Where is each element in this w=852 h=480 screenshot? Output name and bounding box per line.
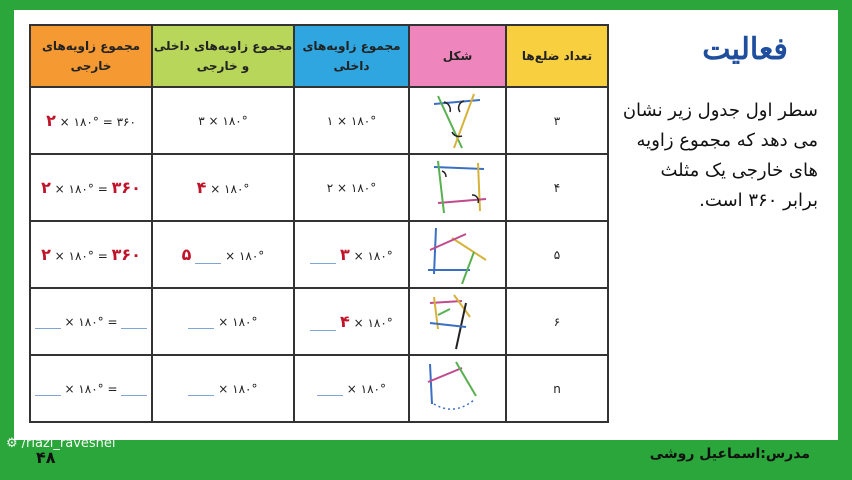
answer-blank[interactable] bbox=[310, 320, 336, 331]
shape-cell bbox=[409, 288, 506, 355]
shape-cell bbox=[409, 221, 506, 288]
times-180: × ۱۸۰° bbox=[210, 182, 250, 196]
internal-cell bbox=[294, 355, 409, 422]
header-shape: شکل bbox=[409, 25, 506, 87]
handwritten-multiplier: ۳ bbox=[340, 245, 350, 264]
internal-cell bbox=[294, 221, 409, 288]
table-row bbox=[30, 221, 608, 288]
printed-value: ۳۶۰ bbox=[116, 115, 136, 129]
header-internal-external-angles: مجموع زاویه‌های داخلی و خارجی bbox=[152, 25, 294, 87]
answer-blank[interactable] bbox=[195, 253, 221, 264]
teacher-name: مدرس:اسماعیل روشی bbox=[649, 446, 810, 462]
times-180: × ۱۸۰° bbox=[218, 314, 258, 329]
handwritten-value: ۲ bbox=[41, 178, 51, 197]
external-cell bbox=[30, 87, 152, 154]
handwritten-value: ۳۶۰ bbox=[111, 245, 141, 264]
internal-external-cell bbox=[152, 221, 294, 288]
shape-cell bbox=[409, 355, 506, 422]
times-180: × ۱۸۰° bbox=[64, 314, 104, 329]
pentagon-figure bbox=[426, 226, 490, 284]
times-180: × ۱۸۰° bbox=[353, 316, 393, 330]
handwritten-multiplier: ۴ bbox=[340, 312, 350, 331]
handwritten-value: ۲ bbox=[41, 245, 51, 264]
equals-sign: = bbox=[107, 314, 118, 329]
table-row bbox=[30, 154, 608, 221]
sides-count: ۵ bbox=[506, 221, 608, 288]
printed-multiplier: ۲ bbox=[326, 180, 334, 195]
external-cell bbox=[30, 288, 152, 355]
header-external-angles: مجموع زاویه‌های خارجی bbox=[30, 25, 152, 87]
times-180: × ۱۸۰° bbox=[208, 113, 248, 128]
external-cell bbox=[30, 154, 152, 221]
shape-cell bbox=[409, 154, 506, 221]
handwritten-multiplier: ۵ bbox=[181, 245, 192, 264]
times-180: × ۱۸۰° bbox=[353, 249, 393, 263]
times-180: × ۱۸۰° bbox=[225, 249, 265, 263]
equals-sign: = bbox=[107, 381, 118, 396]
times-180: × ۱۸۰° bbox=[346, 381, 387, 396]
equals-sign: = bbox=[97, 182, 108, 196]
internal-cell bbox=[294, 87, 409, 154]
handwritten-value: ۳۶۰ bbox=[111, 178, 141, 197]
sides-count: ۶ bbox=[506, 288, 608, 355]
internal-cell bbox=[294, 288, 409, 355]
triangle-figure bbox=[428, 92, 488, 150]
table-row bbox=[30, 288, 608, 355]
watermark bbox=[6, 436, 116, 451]
n-gon-figure bbox=[426, 360, 490, 418]
sides-count: n bbox=[506, 355, 608, 422]
internal-external-cell bbox=[152, 288, 294, 355]
sides-count: ۴ bbox=[506, 154, 608, 221]
watermark-text: /riazi_raveshei bbox=[21, 436, 116, 451]
times-180: × ۱۸۰° bbox=[54, 182, 94, 196]
angles-table bbox=[29, 24, 609, 423]
handwritten-value: ۲ bbox=[46, 111, 56, 130]
hexagon-figure bbox=[426, 293, 490, 351]
times-180: × ۱۸۰° bbox=[54, 249, 94, 263]
equals-sign: = bbox=[102, 115, 113, 129]
activity-title: فعالیت bbox=[702, 32, 788, 67]
printed-multiplier: ۳ bbox=[198, 113, 205, 128]
answer-blank[interactable] bbox=[35, 385, 61, 396]
times-180: × ۱۸۰° bbox=[337, 180, 377, 195]
internal-external-cell bbox=[152, 154, 294, 221]
header-internal-angles: مجموع زاویه‌های داخلی bbox=[294, 25, 409, 87]
activity-description: سطر اول جدول زیر نشان می دهد که مجموع زاویه های خارجی یک مثلث برابر ۳۶۰ است. bbox=[622, 100, 818, 211]
answer-blank[interactable] bbox=[121, 318, 147, 329]
answer-blank[interactable] bbox=[317, 385, 343, 396]
page-number: ۴۸ bbox=[36, 448, 56, 467]
internal-external-cell bbox=[152, 87, 294, 154]
answer-blank[interactable] bbox=[121, 385, 147, 396]
printed-multiplier: ۱ bbox=[326, 113, 334, 128]
header-sides-count: تعداد ضلع‌ها bbox=[506, 25, 608, 87]
answer-blank[interactable] bbox=[188, 318, 214, 329]
answer-blank[interactable] bbox=[35, 318, 61, 329]
times-180: × ۱۸۰° bbox=[218, 381, 258, 396]
external-cell bbox=[30, 221, 152, 288]
times-180: × ۱۸۰° bbox=[59, 115, 99, 129]
equals-sign: = bbox=[97, 249, 108, 263]
answer-blank[interactable] bbox=[188, 385, 214, 396]
table-header-row bbox=[30, 25, 608, 87]
internal-cell bbox=[294, 154, 409, 221]
film-reel-icon: ⚙ bbox=[6, 436, 18, 451]
shape-cell bbox=[409, 87, 506, 154]
answer-blank[interactable] bbox=[310, 253, 336, 264]
table-row bbox=[30, 87, 608, 154]
quadrilateral-figure bbox=[428, 159, 488, 217]
external-cell bbox=[30, 355, 152, 422]
handwritten-multiplier: ۴ bbox=[196, 178, 207, 197]
internal-external-cell bbox=[152, 355, 294, 422]
table-row bbox=[30, 355, 608, 422]
times-180: × ۱۸۰° bbox=[64, 381, 104, 396]
sides-count: ۳ bbox=[506, 87, 608, 154]
times-180: × ۱۸۰° bbox=[337, 113, 377, 128]
